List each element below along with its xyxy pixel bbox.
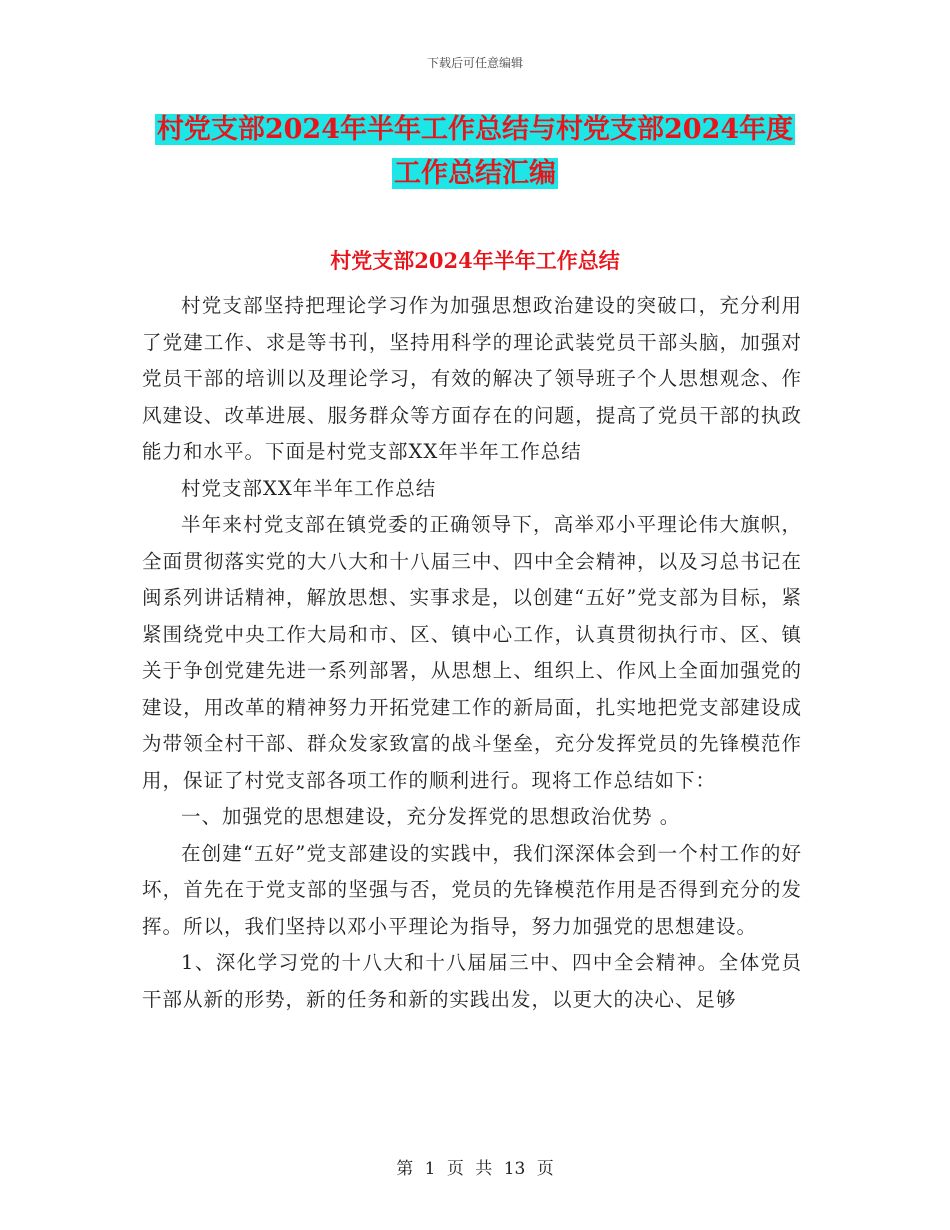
section-title: 村党支部2024年半年工作总结 [330, 248, 620, 273]
paragraph-heading-1: 一、加强党的思想建设，充分发挥党的思想政治优势 。 [181, 805, 681, 828]
paragraph-intro: 村党支部坚持把理论学习作为加强思想政治建设的突破口，充分利用了党建工作、求是等书刊，坚持用科学的理论武装党员干部头脑，加强对党员干部的培训以及理论学习，有效的解决了领导班子个人思想观念、作风建设、改革进展、服务群众等方面存在的问题，提高了党员干部的执政能力和水平。下面是村党支部XX年半年工作总结 [142, 294, 802, 463]
paragraph-practice: 在创建“五好”党支部建设的实践中，我们深深体会到一个村工作的好坏，首先在于党支部的坚强与否，党员的先锋模范作用是否得到充分的发挥。所以，我们坚持以邓小平理论为指导，努力加强党的思想建设。 [142, 841, 802, 938]
document-body [142, 288, 802, 1018]
paragraph-subtitle: 村党支部XX年半年工作总结 [181, 476, 437, 500]
document-title [0, 108, 950, 196]
paragraph-item-1: 1、深化学习党的十八大和十八届届三中、四中全会精神。全体党员干部从新的形势，新的任务和新的实践出发，以更大的决心、足够 [142, 951, 802, 1011]
document-title-line2: 工作总结汇编 [394, 158, 556, 189]
header-note: 下载后可任意编辑 [426, 56, 523, 70]
document-title-line1: 村党支部2024年半年工作总结与村党支部2024年度 [156, 114, 794, 145]
page-footer: 第 1 页 共 13 页 [396, 1159, 554, 1179]
paragraph-overview: 半年来村党支部在镇党委的正确领导下，高举邓小平理论伟大旗帜，全面贯彻落实党的大八大和十八届三中、四中全会精神，以及习总书记在闽系列讲话精神，解放思想、实事求是，以创建“五好”党支部为目标，紧紧围绕党中央工作大局和市、区、镇中心工作，认真贯彻执行市、区、镇关于争创党建先进一系列部署，从思想上、组织上、作风上全面加强党的建设，用改革的精神努力开拓党建工作的新局面，扎实地把党支部建设成为带领全村干部、群众发家致富的战斗堡垒，充分发挥党员的先锋模范作用，保证了村党支部各项工作的顺利进行。现将工作总结如下： [142, 513, 802, 792]
